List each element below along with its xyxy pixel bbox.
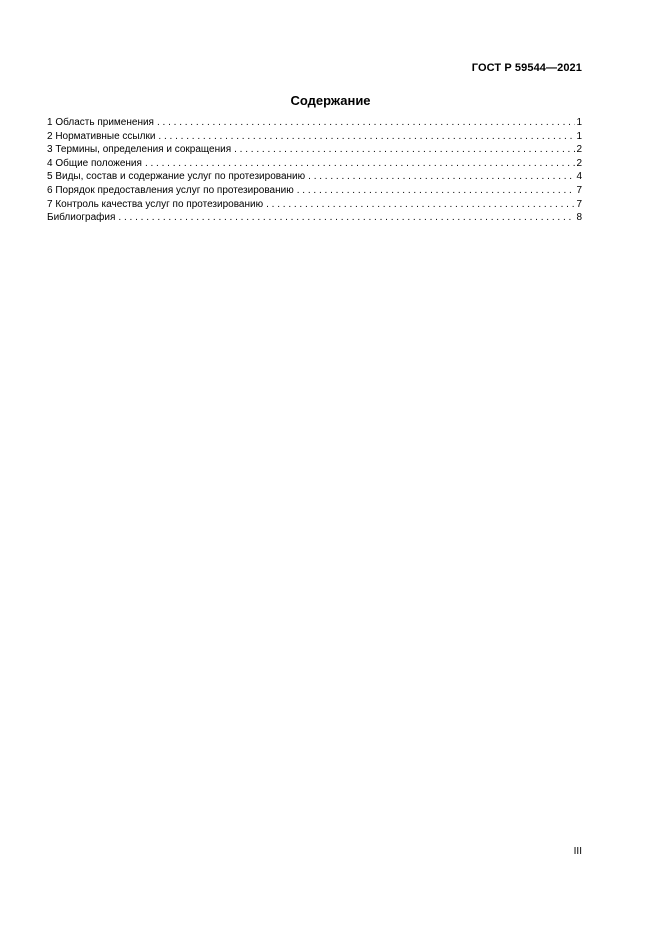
toc-dot-leader — [234, 143, 575, 157]
toc-entry-page: 1 — [576, 117, 582, 128]
toc-entry-label: 4 Общие положения — [47, 157, 142, 169]
toc-entry-page: 7 — [576, 198, 582, 210]
toc-entry-label: 3 Термины, определения и сокращения — [47, 144, 232, 156]
toc-dot-leader — [118, 211, 575, 225]
toc-dot-leader — [297, 184, 576, 198]
toc-entry-page: 7 — [576, 184, 582, 196]
toc-dot-leader — [308, 170, 575, 184]
toc-entry-label: Библиография — [47, 212, 116, 224]
toc-entry-label: 5 Виды, состав и содержание услуг по протезированию — [47, 171, 306, 183]
toc-entry-page: 8 — [576, 212, 582, 224]
toc-entry-service-procedure[interactable] — [47, 184, 582, 198]
toc-dot-leader — [157, 116, 575, 130]
toc-entry-scope[interactable] — [47, 116, 582, 130]
toc-entry-bibliography[interactable] — [47, 211, 582, 225]
toc-dot-leader — [145, 157, 576, 171]
toc-dot-leader — [158, 130, 575, 144]
toc-entry-label: 7 Контроль качества услуг по протезированию — [47, 198, 264, 210]
toc-dot-leader — [266, 198, 575, 212]
toc-entry-service-types[interactable] — [47, 170, 582, 184]
toc-entry-general[interactable] — [47, 157, 582, 171]
page-number: III — [573, 846, 582, 857]
toc-entry-normative-references[interactable] — [47, 130, 582, 144]
toc-entry-page: 4 — [576, 171, 582, 183]
toc-entry-page: 1 — [576, 130, 582, 142]
table-of-contents — [47, 116, 582, 225]
toc-entry-quality-control[interactable] — [47, 198, 582, 212]
toc-entry-page: 2 — [576, 144, 582, 156]
toc-entry-terms[interactable] — [47, 143, 582, 157]
toc-entry-label: 1 Область применения — [47, 117, 154, 128]
toc-entry-page: 2 — [576, 157, 582, 169]
toc-entry-label: 6 Порядок предоставления услуг по протезированию — [47, 184, 294, 196]
document-code: ГОСТ Р 59544—2021 — [471, 62, 582, 74]
toc-title: Содержание — [290, 93, 371, 108]
toc-entry-label: 2 Нормативные ссылки — [47, 130, 156, 142]
